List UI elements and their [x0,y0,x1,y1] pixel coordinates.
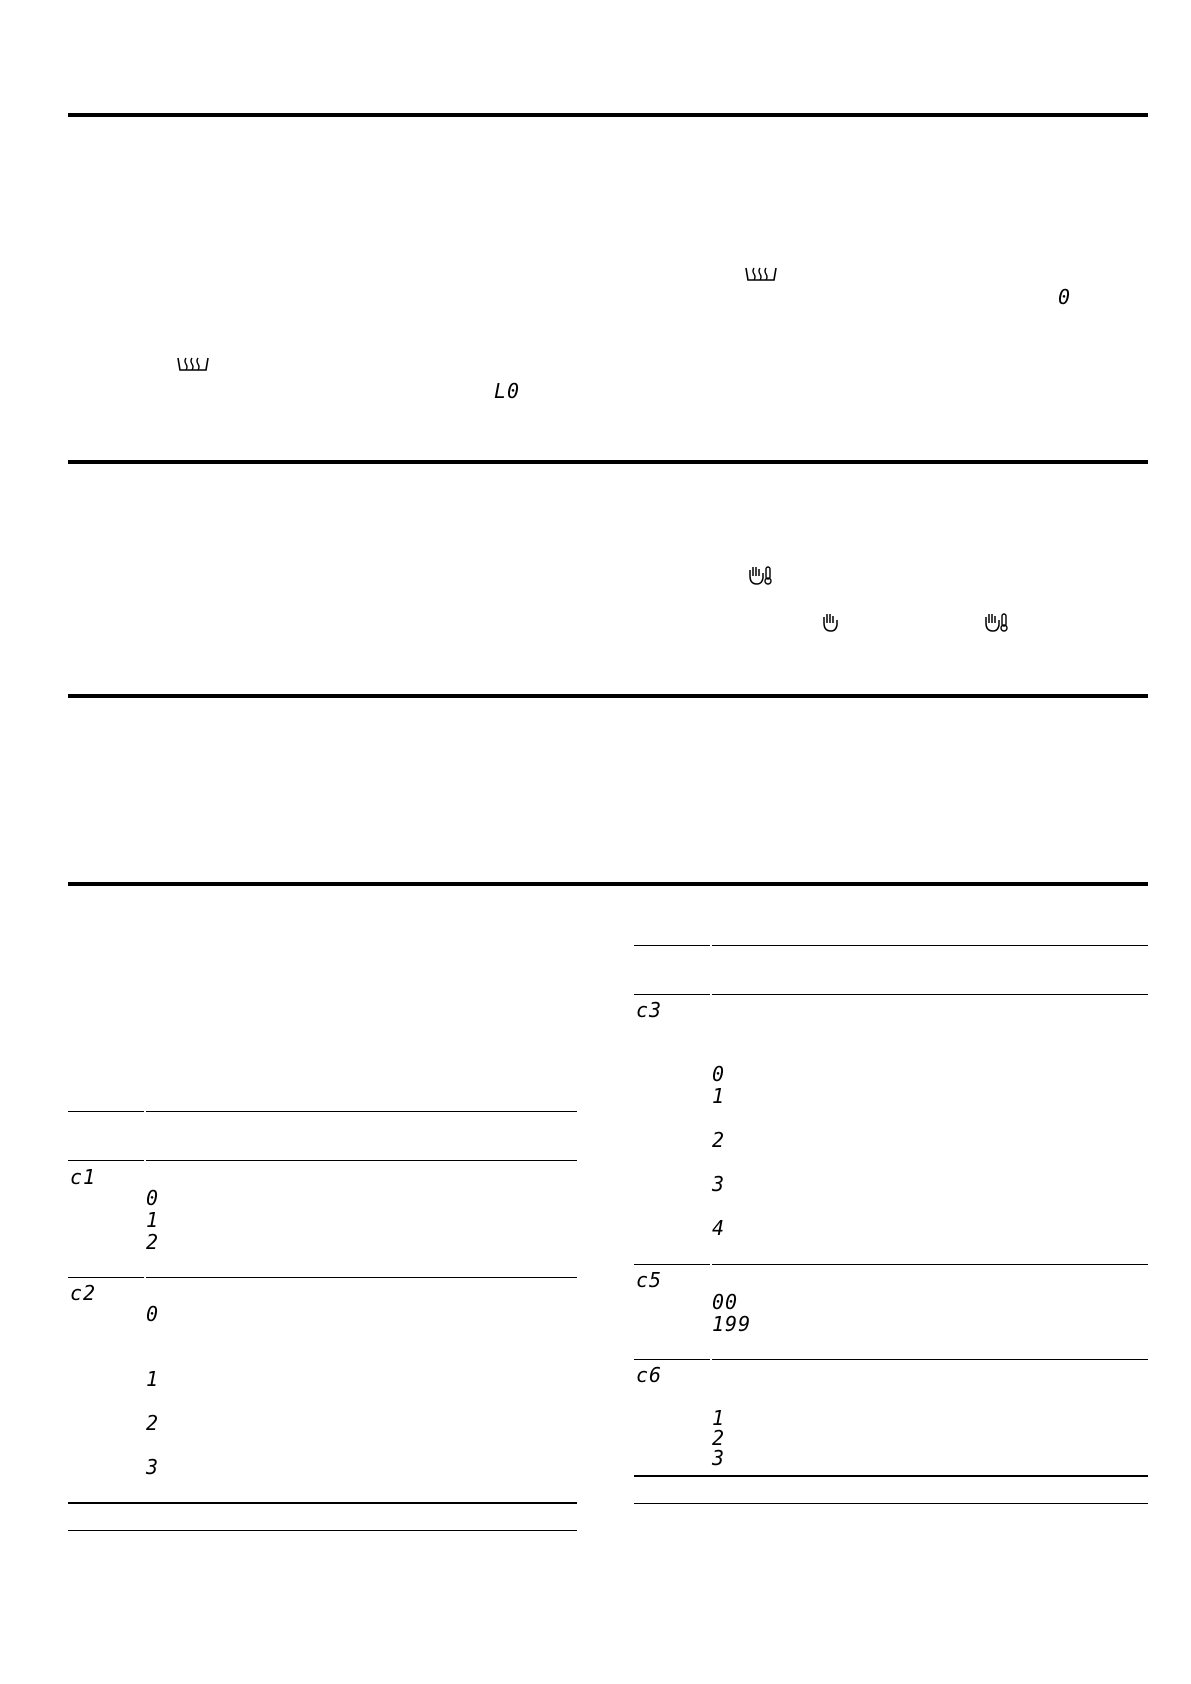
section-divider-3 [68,694,1148,698]
setting-value: 3 [146,1455,160,1479]
section-divider-4 [68,882,1148,886]
setting-value: 4 [712,1216,726,1240]
setting-value: 2 [146,1411,160,1435]
keep-warm-icon [176,354,210,376]
hand-icon [820,611,840,633]
setting-value: 3 [712,1446,726,1470]
setting-code: c3 [636,998,663,1022]
setting-value: 1 [712,1406,726,1430]
setting-value: 1 [146,1208,160,1232]
setting-value: 2 [712,1128,726,1152]
setting-value: 3 [712,1172,726,1196]
setting-value: 1 [146,1367,160,1391]
setting-code: c1 [70,1165,97,1189]
keep-warm-icon [744,264,778,286]
setting-value: 1 [712,1084,726,1108]
hand-temperature-icon [746,564,774,586]
hand-temperature-icon [982,611,1010,633]
setting-code: c5 [636,1268,663,1292]
setting-value: 2 [712,1426,726,1450]
setting-value: 0 [712,1062,726,1086]
setting-value: 0 [146,1186,160,1210]
setting-value: 2 [146,1230,160,1254]
setting-code: c6 [636,1363,663,1387]
display-zero: 0 [1058,285,1072,309]
display-lo: L0 [494,379,521,403]
setting-value: 00 [712,1290,739,1314]
setting-code: c2 [70,1281,97,1305]
setting-value: 199 [712,1312,752,1336]
section-divider-2 [68,460,1148,464]
setting-value: 0 [146,1302,160,1326]
section-divider-1 [68,113,1148,117]
